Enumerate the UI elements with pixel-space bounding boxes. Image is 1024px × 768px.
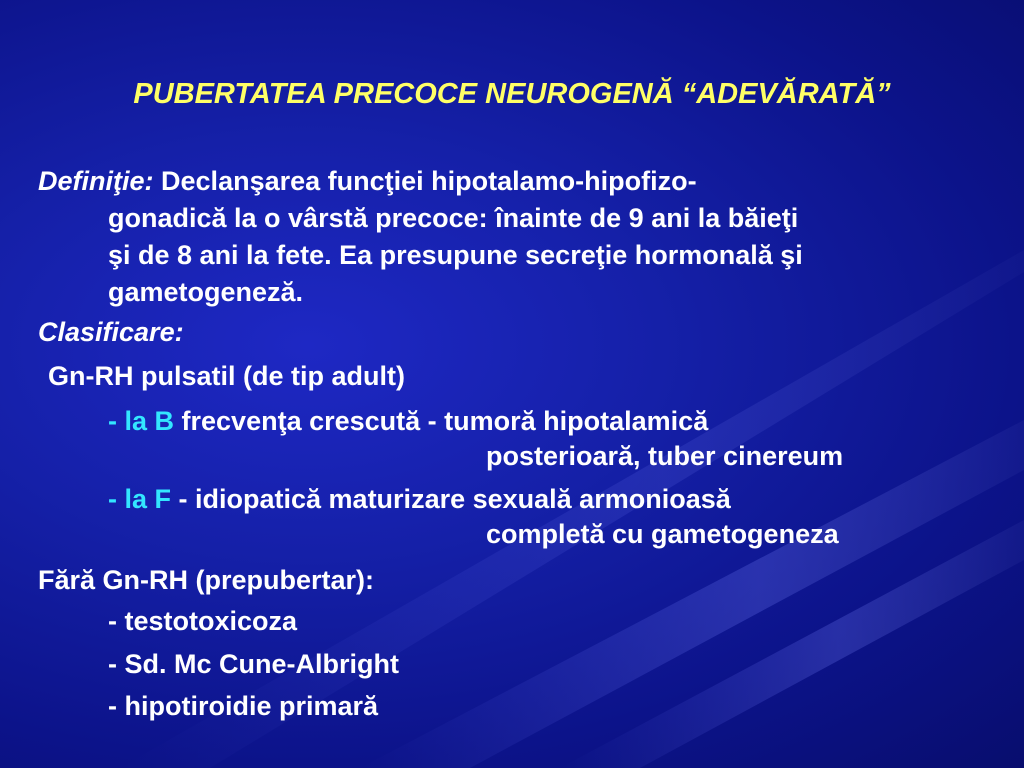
definition-line-4: gametogeneză.: [108, 277, 304, 307]
girls-item: [108, 480, 731, 519]
boys-item-continuation: posterioară, tuber cinereum: [486, 441, 844, 471]
girls-item-text: - idiopatică maturizare sexuală armonioasă: [178, 484, 731, 514]
girls-item-prefix: - la F: [108, 484, 172, 514]
definition-label: Definiţie:: [38, 166, 154, 196]
definition-line-1: Declanşarea funcţiei hipotalamo-hipofizo-: [161, 166, 697, 196]
boys-item-prefix: - la B: [108, 406, 175, 436]
boys-item: [108, 402, 708, 441]
gnrh-pulsatile-heading: Gn-RH pulsatil (de tip adult): [48, 361, 405, 391]
definition-first-line: [38, 162, 697, 201]
no-gnrh-item: - testotoxicoza: [108, 606, 298, 636]
girls-item-continuation: completă cu gametogeneza: [486, 519, 839, 549]
no-gnrh-item: - hipotiroidie primară: [108, 691, 379, 721]
slide-title: PUBERTATEA PRECOCE NEUROGENĂ “ADEVĂRATĂ”: [133, 78, 891, 110]
classification-label: Clasificare:: [38, 317, 184, 347]
no-gnrh-item: - Sd. Mc Cune-Albright: [108, 649, 399, 679]
definition-line-3: şi de 8 ani la fete. Ea presupune secreţie hormonală şi: [108, 240, 803, 270]
definition-line-2: gonadică la o vârstă precoce: înainte de 9 ani la băieţi: [108, 203, 799, 233]
boys-item-text: frecvenţa crescută - tumoră hipotalamică: [181, 406, 709, 436]
no-gnrh-heading: Fără Gn-RH (prepubertar):: [38, 565, 375, 595]
